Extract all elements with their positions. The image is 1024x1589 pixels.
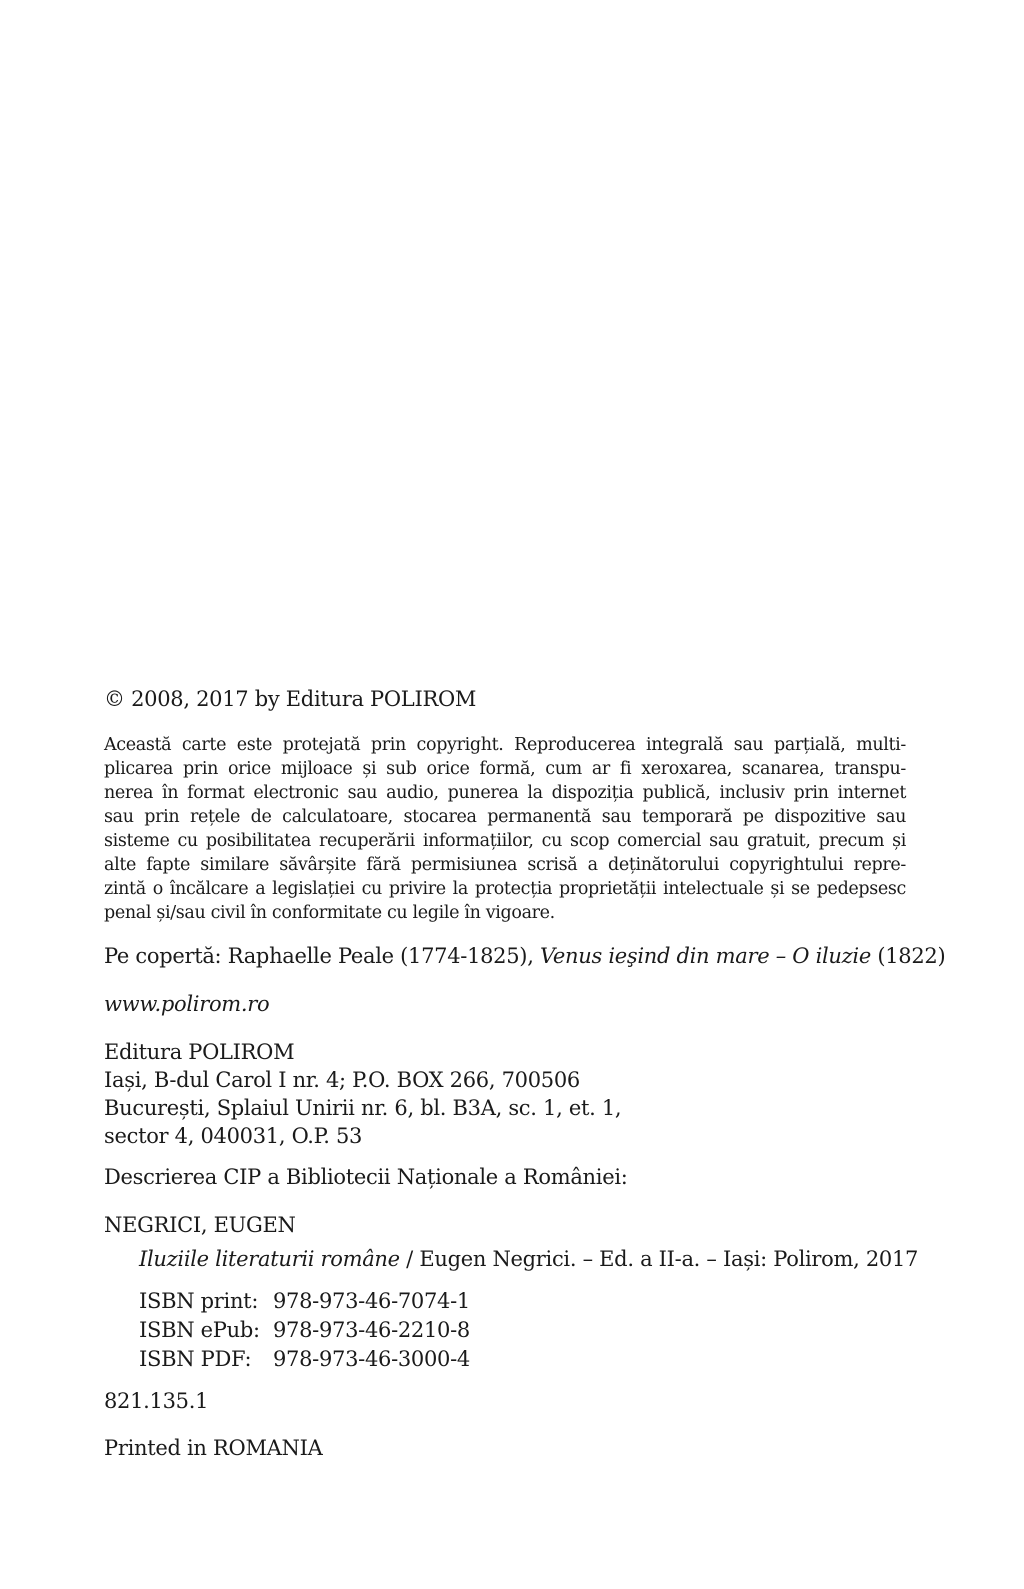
isbn-row	[139, 1345, 739, 1374]
isbn-value: 978-973-46-2210-8	[273, 1318, 470, 1342]
publisher-address-iasi: Iași, B-dul Carol I nr. 4; P.O. BOX 266, 700506	[104, 1068, 580, 1092]
isbn-label: ISBN PDF:	[139, 1347, 252, 1371]
copyright-notice: © 2008, 2017 by Editura POLIROM	[104, 687, 477, 711]
legal-line: Această carte este protejată prin copyright. Reproducerea integrală sau parțială, multi-	[104, 735, 906, 755]
legal-notice	[104, 733, 906, 925]
legal-line: alte fapte similare săvârșite fără permisiunea scrisă a deținătorului copyrightului repre-	[104, 855, 906, 875]
cip-author: NEGRICI, EUGEN	[104, 1213, 296, 1237]
publisher-website: www.polirom.ro	[104, 992, 270, 1016]
cip-title-line	[139, 1246, 919, 1272]
cip-header: Descrierea CIP a Bibliotecii Naționale a României:	[104, 1165, 628, 1189]
publisher-address-bucuresti: București, Splaiul Unirii nr. 6, bl. B3A, sc. 1, et. 1,	[104, 1096, 622, 1120]
book-title: Iluziile literaturii române	[139, 1247, 400, 1271]
cover-credit	[104, 943, 946, 969]
legal-line: sisteme cu posibilitatea recuperării informațiilor, cu scop comercial sau gratuit, precum și	[104, 831, 906, 851]
legal-line: plicarea prin orice mijloace și sub orice formă, cum ar fi xeroxarea, scanarea, transpu-	[104, 759, 906, 779]
isbn-label: ISBN print:	[139, 1289, 259, 1313]
isbn-value: 978-973-46-3000-4	[273, 1347, 470, 1371]
cover-credit-prefix: Pe copertă: Raphaelle Peale (1774-1825),	[104, 944, 540, 968]
udc-classification: 821.135.1	[104, 1389, 209, 1413]
cover-artwork-title: Venus ieşind din mare – O iluzie	[539, 944, 871, 968]
edition-info: / Eugen Negrici. – Ed. a II-a. – Iași: Polirom, 2017	[399, 1247, 919, 1271]
publisher-address	[104, 1038, 906, 1150]
isbn-row	[139, 1316, 739, 1345]
legal-line: penal și/sau civil în conformitate cu legile în vigoare.	[104, 903, 555, 923]
isbn-row	[139, 1287, 739, 1316]
publisher-name: Editura POLIROM	[104, 1040, 295, 1064]
isbn-value: 978-973-46-7074-1	[273, 1289, 470, 1313]
isbn-label: ISBN ePub:	[139, 1318, 260, 1342]
publisher-address-sector: sector 4, 040031, O.P. 53	[104, 1124, 363, 1148]
legal-line: sau prin rețele de calculatoare, stocarea permanentă sau temporară pe dispozitive sau	[104, 807, 906, 827]
isbn-list	[139, 1287, 739, 1374]
cover-credit-year: (1822)	[870, 944, 946, 968]
legal-line: nerea în format electronic sau audio, punerea la dispoziția publică, inclusiv prin internet	[104, 783, 906, 803]
printed-in: Printed in ROMANIA	[104, 1436, 323, 1460]
legal-line: zintă o încălcare a legislației cu privire la protecția proprietății intelectuale și se pedepsesc	[104, 879, 906, 899]
